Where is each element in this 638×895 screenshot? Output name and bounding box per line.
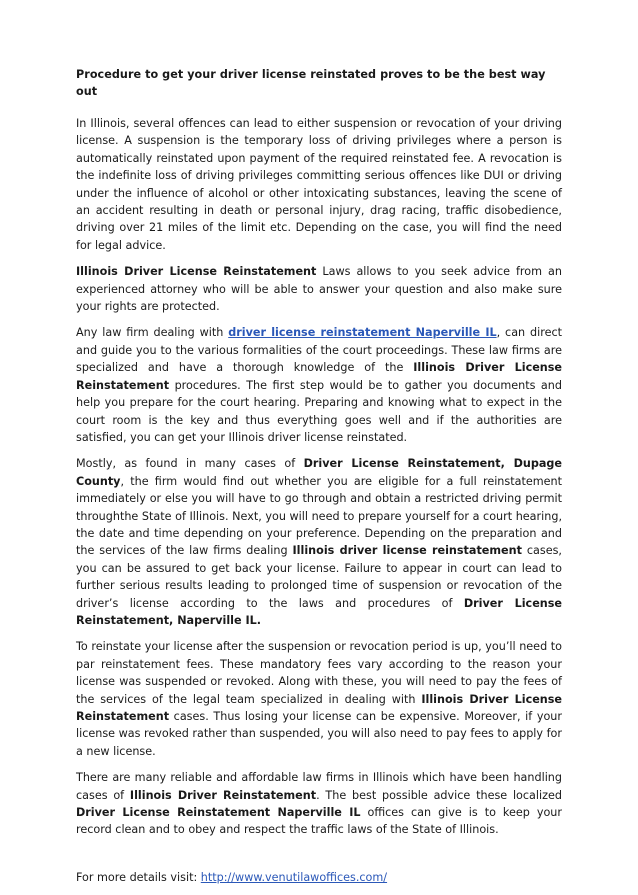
paragraph-text: Laws allows to you seek advice from an experienced attorney who will be able to answer your question and also make sure your rights are protected.	[76, 265, 562, 314]
paragraph-text: cases, you can be assured to get back your license. Failure to appear in court can lead to further serious results leading to prolonged time of suspension or revocation of the driver’s license according to the laws and procedures of	[76, 544, 562, 610]
bold-term: Driver License Reinstatement, Dupage County	[76, 457, 562, 488]
paragraph-dupage	[76, 455, 562, 629]
paragraph-law-firm	[76, 324, 562, 446]
paragraph-text: . The best possible advice these localized	[316, 788, 562, 802]
document-page	[76, 66, 562, 895]
website-link[interactable]: http://www.venutilawoffices.com/	[200, 870, 388, 884]
footer-line	[76, 869, 562, 886]
paragraph-text: Mostly, as found in many cases of	[76, 457, 304, 471]
bold-term: Illinois Driver License Reinstatement	[76, 361, 563, 392]
paragraph-text: To reinstate your license after the suspension or revocation period is up, you’ll need to par reinstatement fees. These mandatory fees vary according to the reason your license was suspended or revoked. Along with these, you will need to pay the fees of the services of the legal team specialized in dealing with	[76, 640, 562, 706]
paragraph-text: , can direct and guide you to the various formalities of the court proceedings. These law firms are specialized and have a thorough knowledge of the	[76, 326, 563, 375]
bold-term: Illinois Driver Reinstatement	[129, 788, 317, 802]
paragraph-text: , the firm would find out whether you are eligible for a full reinstatement immediately or else you will have to go through and obtain a restricted driving permit throughthe State of Illinois. Next, you will need to prepare yourself for a court hearing, the date and time depending on your preference. Depending on the preparation and the services of the law firms dealing	[76, 474, 562, 558]
bold-term: Illinois driver license reinstatement	[292, 544, 522, 558]
document-title: Procedure to get your driver license reinstated proves to be the best way out	[76, 68, 546, 98]
paragraph-text: Any law firm dealing with	[76, 326, 229, 340]
bold-term: Driver License Reinstatement Naperville IL	[76, 806, 361, 820]
paragraph-fees	[76, 638, 562, 760]
footer-label: For more details visit:	[76, 870, 201, 884]
bold-term: Illinois Driver License Reinstatement	[76, 265, 317, 279]
paragraph-text: offices can give is to keep your record clean and to obey and respect the traffic laws of the State of Illinois.	[76, 806, 562, 837]
paragraph-advice	[76, 769, 562, 839]
paragraph-text: cases. Thus losing your license can be expensive. Moreover, if your license was revoked rather than suspended, you will also need to pay fees to apply for a new license.	[76, 710, 562, 758]
paragraph-intro: In Illinois, several offences can lead to either suspension or revocation of your driving license. A suspension is the temporary loss of driving privileges where a person is automatically reinstated upon payment of the required reinstated fee. A revocation is the indefinite loss of driving privileges committing serious offences like DUI or driving under the influence of alcohol or other intoxicating substances, leaving the scene of an accident resulting in death or personal injury, drag racing, traffic disobedience, driving over 21 miles of the limit etc. Depending on the case, you will find the need for legal advice.	[76, 117, 562, 252]
bold-term: Illinois Driver License Reinstatement	[76, 692, 562, 723]
paragraph-laws	[76, 263, 562, 315]
naperville-reinstatement-link[interactable]: driver license reinstatement Naperville IL	[228, 326, 497, 340]
paragraph-text: procedures. The first step would be to gather you documents and help you prepare for the court hearing. Preparing and knowing what to expect in the court room is the key and thus everything goes well and if the authorities are satisfied, you can get your Illinois driver license reinstated.	[76, 378, 562, 444]
bold-term: Driver License Reinstatement, Naperville IL.	[76, 596, 562, 627]
paragraph-text: There are many reliable and affordable law firms in Illinois which have been handling cases of	[76, 771, 562, 802]
